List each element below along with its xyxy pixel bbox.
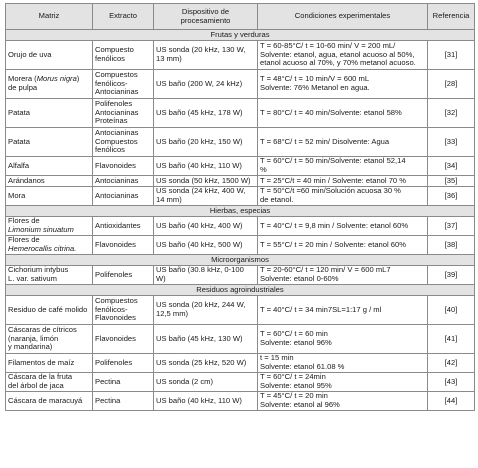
cell-extracto: Compuestos fenólicos- Flavonoides [93, 296, 154, 325]
cell-referencia: [40] [428, 296, 475, 325]
cell-dispositivo: US sonda (20 kHz, 244 W, 12,5 mm) [154, 296, 258, 325]
cell-extracto: Antioxidantes [93, 217, 154, 236]
cell-extracto: Flavonoides [93, 325, 154, 354]
cell-matriz: Orujo de uva [6, 41, 93, 70]
cell-matriz: Cichorium intybus L. var. sativum [6, 266, 93, 285]
cell-referencia: [36] [428, 187, 475, 206]
cell-extracto: Flavonoides [93, 157, 154, 176]
cell-dispositivo: US baño (40 kHz, 110 W) [154, 392, 258, 411]
cell-dispositivo: US sonda (20 kHz, 130 W, 13 mm) [154, 41, 258, 70]
cell-extracto: Polifenoles Antocianinas Proteínas [93, 99, 154, 128]
cell-dispositivo: US baño (20 kHz, 150 W) [154, 128, 258, 157]
header-dispositivo: Dispositivo de procesamiento [154, 4, 258, 30]
cell-extracto: Compuestos fenólicos- Antocianinas [93, 70, 154, 99]
cell-condiciones: T = 60°C/ t = 24min Solvente: etanol 95% [258, 373, 428, 392]
cell-condiciones: T = 60-85°C/ t = 10-60 min/ V = 200 mL/ Solvente: etanol, agua, etanol acuoso al 50%, etanol acuoso al 70%, y 70% metanol acuoso. [258, 41, 428, 70]
cell-condiciones: T = 20-60°C/ t = 120 min/ V = 600 mL7 Solvente: etanol 0-60% [258, 266, 428, 285]
table-wrapper [5, 3, 474, 411]
cell-referencia: [41] [428, 325, 475, 354]
cell-referencia: [32] [428, 99, 475, 128]
header-matriz: Matriz [6, 4, 93, 30]
cell-dispositivo: US baño (45 kHz, 130 W) [154, 325, 258, 354]
cell-dispositivo: US baño (200 W, 24 kHz) [154, 70, 258, 99]
cell-condiciones: T = 80°C/ t = 40 min/Solvente: etanol 58% [258, 99, 428, 128]
cell-dispositivo: US sonda (24 kHz, 400 W, 14 mm) [154, 187, 258, 206]
table-row [6, 41, 475, 70]
table-row [6, 217, 475, 236]
cell-condiciones: T = 40°C/ t = 34 min7SL=1:17 g / ml [258, 296, 428, 325]
cell-extracto: Antocianinas [93, 187, 154, 206]
cell-condiciones: T = 50°C/t =60 min/Solución acuosa 30 % de etanol. [258, 187, 428, 206]
cell-matriz: Cáscaras de cítricos (naranja, limón y mandarina) [6, 325, 93, 354]
cell-referencia: [44] [428, 392, 475, 411]
cell-extracto: Pectina [93, 373, 154, 392]
cell-matriz: Morera (Morus nigra) de pulpa [6, 70, 93, 99]
cell-dispositivo: US baño (40 kHz, 110 W) [154, 157, 258, 176]
section-row [6, 255, 475, 266]
table-row [6, 373, 475, 392]
cell-condiciones: T = 48°C/ t = 10 min/V = 600 mL Solvente: 76% Metanol en agua. [258, 70, 428, 99]
cell-referencia: [43] [428, 373, 475, 392]
cell-referencia: [34] [428, 157, 475, 176]
cell-condiciones: T = 60°C/ t = 60 min Solvente: etanol 96% [258, 325, 428, 354]
header-extracto: Extracto [93, 4, 154, 30]
cell-referencia: [35] [428, 176, 475, 187]
cell-matriz: Cáscara de maracuyá [6, 392, 93, 411]
cell-referencia: [33] [428, 128, 475, 157]
table-row [6, 325, 475, 354]
table-row [6, 392, 475, 411]
table-row [6, 157, 475, 176]
cell-referencia: [39] [428, 266, 475, 285]
cell-condiciones: t = 15 min Solvente: etanol 61.08 % [258, 354, 428, 373]
cell-extracto: Polifenoles [93, 266, 154, 285]
cell-referencia: [31] [428, 41, 475, 70]
extraction-table [5, 3, 475, 411]
cell-condiciones: T = 40°C/ t = 9,8 min / Solvente: etanol 60% [258, 217, 428, 236]
table-row [6, 70, 475, 99]
cell-dispositivo: US sonda (2 cm) [154, 373, 258, 392]
cell-extracto: Polifenoles [93, 354, 154, 373]
section-row [6, 285, 475, 296]
cell-matriz: Mora [6, 187, 93, 206]
table-row [6, 99, 475, 128]
section-title: Hierbas, especias [6, 206, 475, 217]
section-title: Frutas y verduras [6, 30, 475, 41]
cell-dispositivo: US baño (40 kHz, 500 W) [154, 236, 258, 255]
cell-extracto: Antocianinas Compuestos fenólicos [93, 128, 154, 157]
cell-extracto: Pectina [93, 392, 154, 411]
cell-extracto: Antocianinas [93, 176, 154, 187]
cell-matriz: Alfalfa [6, 157, 93, 176]
cell-condiciones: T = 45°C/ t = 20 min Solvente: etanol al 96% [258, 392, 428, 411]
section-title: Microorganismos [6, 255, 475, 266]
cell-extracto: Compuesto fenólicos [93, 41, 154, 70]
table-row [6, 266, 475, 285]
cell-extracto: Flavonoides [93, 236, 154, 255]
section-row [6, 30, 475, 41]
cell-referencia: [28] [428, 70, 475, 99]
cell-condiciones: T = 55°C/ t = 20 min / Solvente: etanol 60% [258, 236, 428, 255]
table-row [6, 128, 475, 157]
table-row [6, 354, 475, 373]
cell-condiciones: T = 25°C/t = 40 min / Solvente: etanol 70 % [258, 176, 428, 187]
cell-referencia: [38] [428, 236, 475, 255]
cell-matriz: Arándanos [6, 176, 93, 187]
cell-dispositivo: US sonda (25 kHz, 520 W) [154, 354, 258, 373]
cell-referencia: [37] [428, 217, 475, 236]
section-title: Residuos agroindustriales [6, 285, 475, 296]
section-row [6, 206, 475, 217]
cell-matriz: Patata [6, 99, 93, 128]
cell-dispositivo: US baño (30.8 kHz, 0-100 W) [154, 266, 258, 285]
cell-matriz: Flores de Limonium sinuatum [6, 217, 93, 236]
cell-condiciones: T = 60°C/ t = 50 min/Solvente: etanol 52,14 % [258, 157, 428, 176]
cell-condiciones: T = 68°C/ t = 52 min/ Disolvente: Agua [258, 128, 428, 157]
cell-matriz: Patata [6, 128, 93, 157]
table-row [6, 176, 475, 187]
header-referencia: Referencia [428, 4, 475, 30]
table-row [6, 296, 475, 325]
cell-dispositivo: US baño (45 kHz, 178 W) [154, 99, 258, 128]
cell-dispositivo: US sonda (50 kHz, 1500 W) [154, 176, 258, 187]
header-row [6, 4, 475, 30]
cell-matriz: Residuo de café molido [6, 296, 93, 325]
table-row [6, 187, 475, 206]
cell-dispositivo: US baño (40 kHz, 400 W) [154, 217, 258, 236]
header-condiciones: Condiciones experimentales [258, 4, 428, 30]
table-row [6, 236, 475, 255]
table-body [6, 30, 475, 411]
cell-matriz: Cáscara de la fruta del árbol de jaca [6, 373, 93, 392]
cell-matriz: Filamentos de maíz [6, 354, 93, 373]
cell-matriz: Flores de Hemerocallis citrina. [6, 236, 93, 255]
cell-referencia: [42] [428, 354, 475, 373]
